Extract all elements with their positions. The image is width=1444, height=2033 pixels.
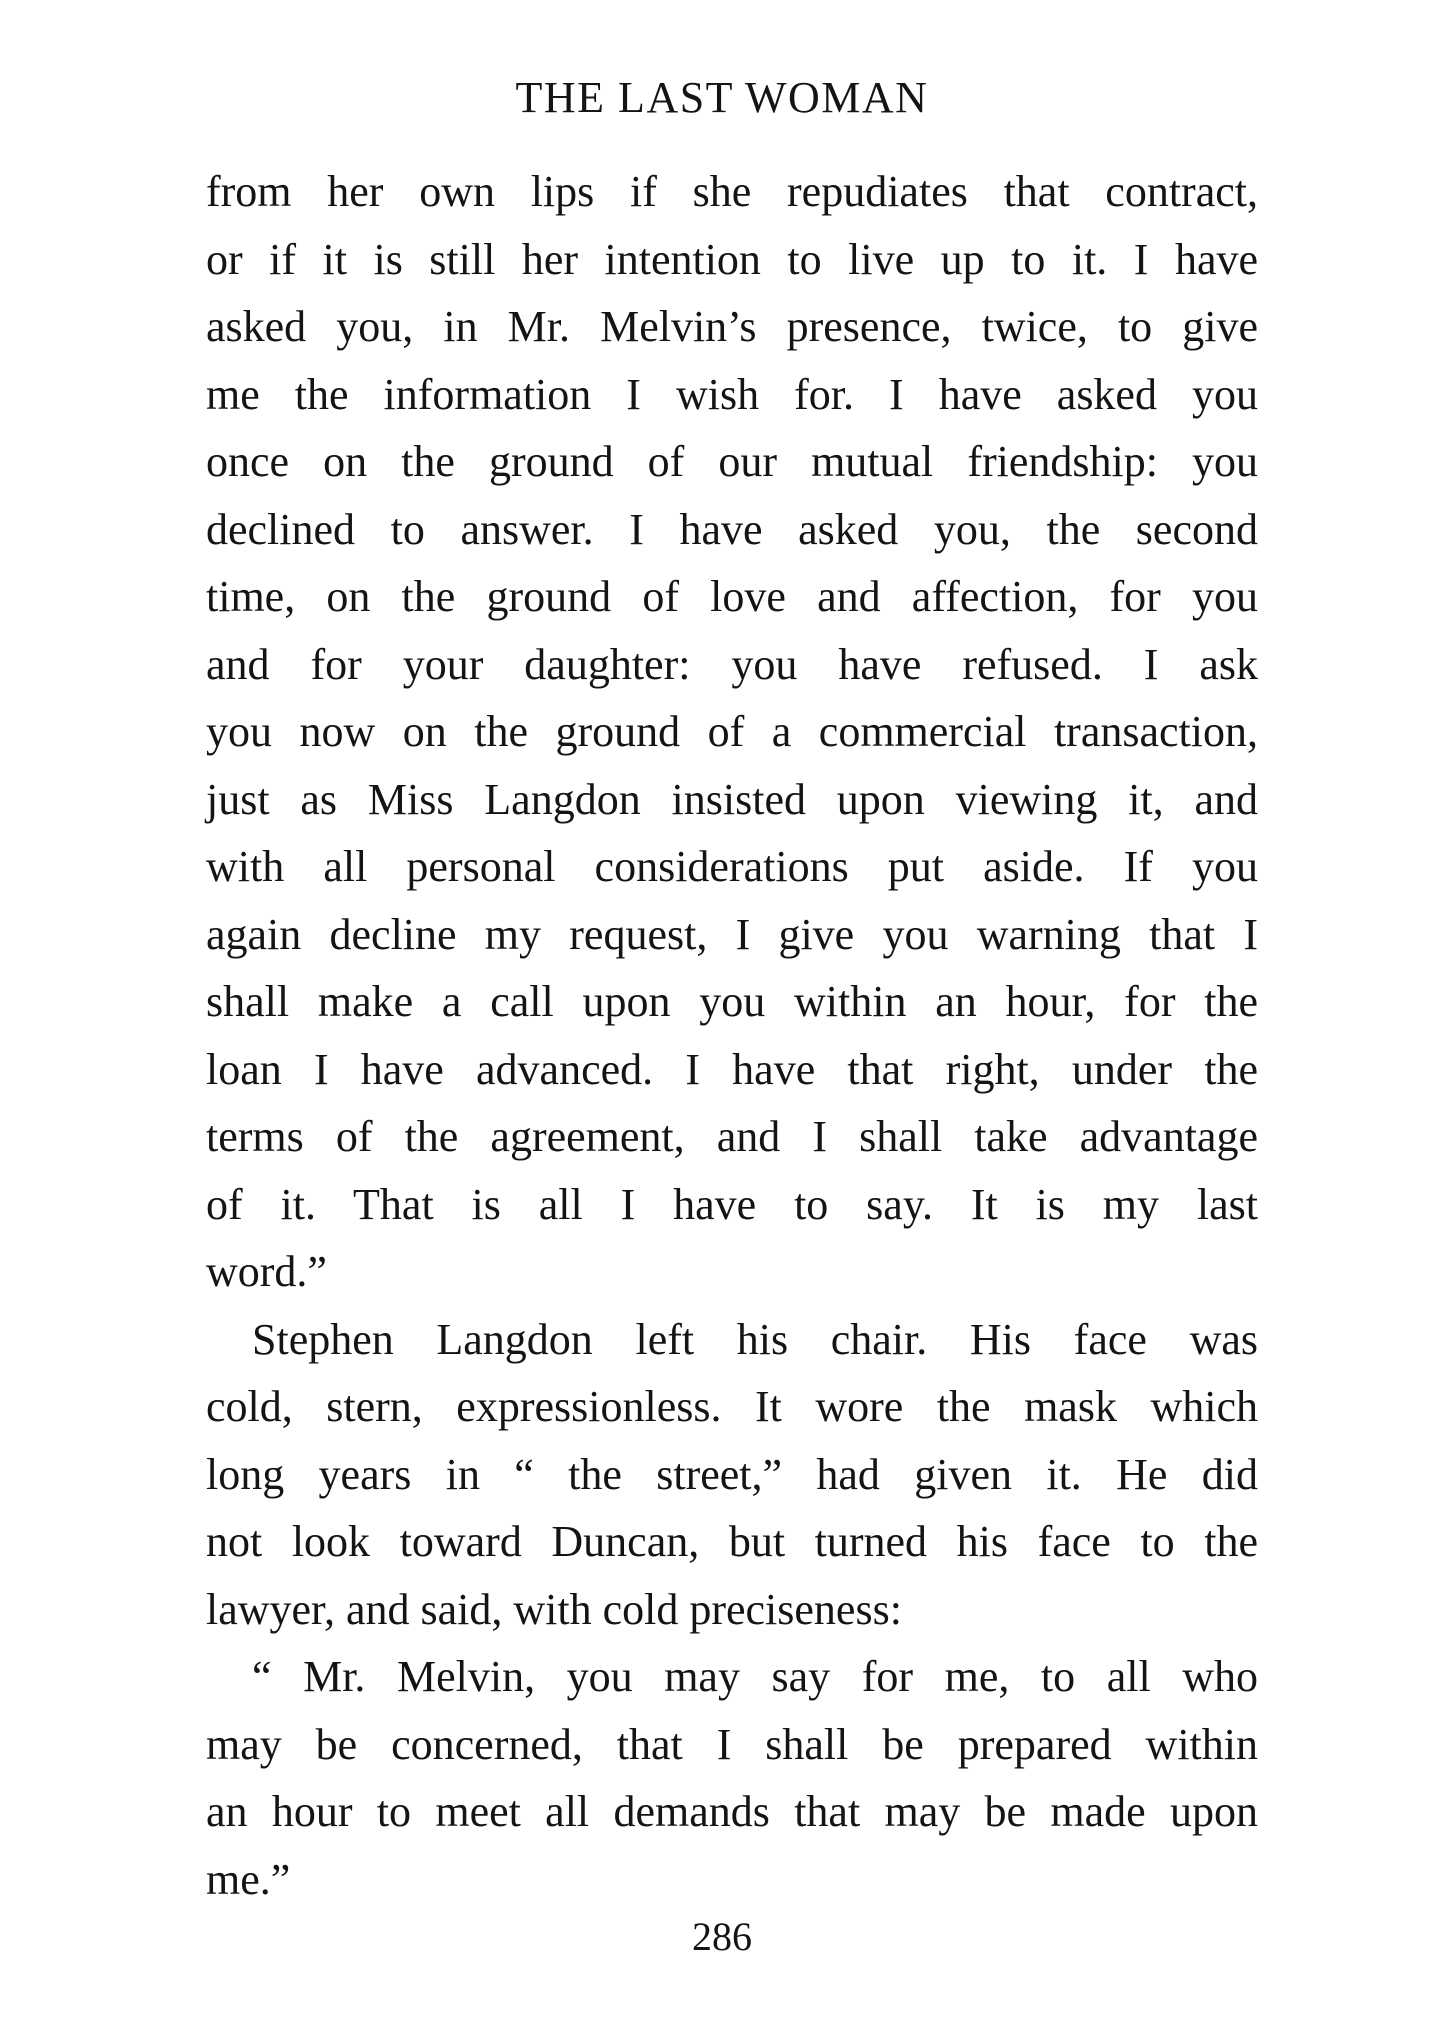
text-line: cold, stern, expressionless. It wore the mask which	[206, 1382, 1258, 1431]
text-line: just as Miss Langdon insisted upon viewing it, and	[206, 774, 1258, 824]
text-line: time, on the ground of love and affection, for you	[206, 572, 1258, 621]
text-line: terms of the agreement, and I shall take advantage	[206, 1112, 1258, 1161]
text-line: word.”	[206, 1247, 327, 1296]
text-line: an hour to meet all demands that may be made upon	[206, 1787, 1258, 1836]
page-number: 286	[692, 1914, 752, 1959]
running-head: THE LAST WOMAN	[515, 73, 929, 122]
text-line: of it. That is all I have to say. It is my last	[206, 1179, 1258, 1229]
text-line: may be concerned, that I shall be prepared within	[206, 1719, 1258, 1769]
text-line: declined to answer. I have asked you, the second	[206, 504, 1258, 554]
text-line: me.”	[206, 1854, 291, 1904]
text-line: again decline my request, I give you warning that I	[206, 909, 1258, 959]
text-line: loan I have advanced. I have that right, under the	[206, 1044, 1258, 1094]
text-line: from her own lips if she repudiates that contract,	[206, 167, 1258, 216]
text-line: with all personal considerations put aside. If you	[206, 842, 1258, 891]
text-line: lawyer, and said, with cold preciseness:	[206, 1584, 902, 1634]
text-line: shall make a call upon you within an hour, for the	[206, 977, 1258, 1026]
text-line: you now on the ground of a commercial transaction,	[206, 707, 1258, 756]
paragraph-first-line: Stephen Langdon left his chair. His face was	[252, 1314, 1258, 1364]
text-line: long years in “ the street,” had given it. He did	[206, 1449, 1258, 1499]
text-line: asked you, in Mr. Melvin’s presence, twice, to give	[206, 302, 1258, 351]
paragraph-first-line: “ Mr. Melvin, you may say for me, to all who	[252, 1652, 1258, 1701]
text-line: not look toward Duncan, but turned his face to the	[206, 1517, 1258, 1566]
text-line: and for your daughter: you have refused. I ask	[206, 639, 1258, 689]
text-line: or if it is still her intention to live up to it. I have	[206, 234, 1258, 284]
text-line: once on the ground of our mutual friendship: you	[206, 437, 1258, 486]
text-line: me the information I wish for. I have asked you	[206, 369, 1258, 419]
body-text	[206, 158, 1258, 1913]
